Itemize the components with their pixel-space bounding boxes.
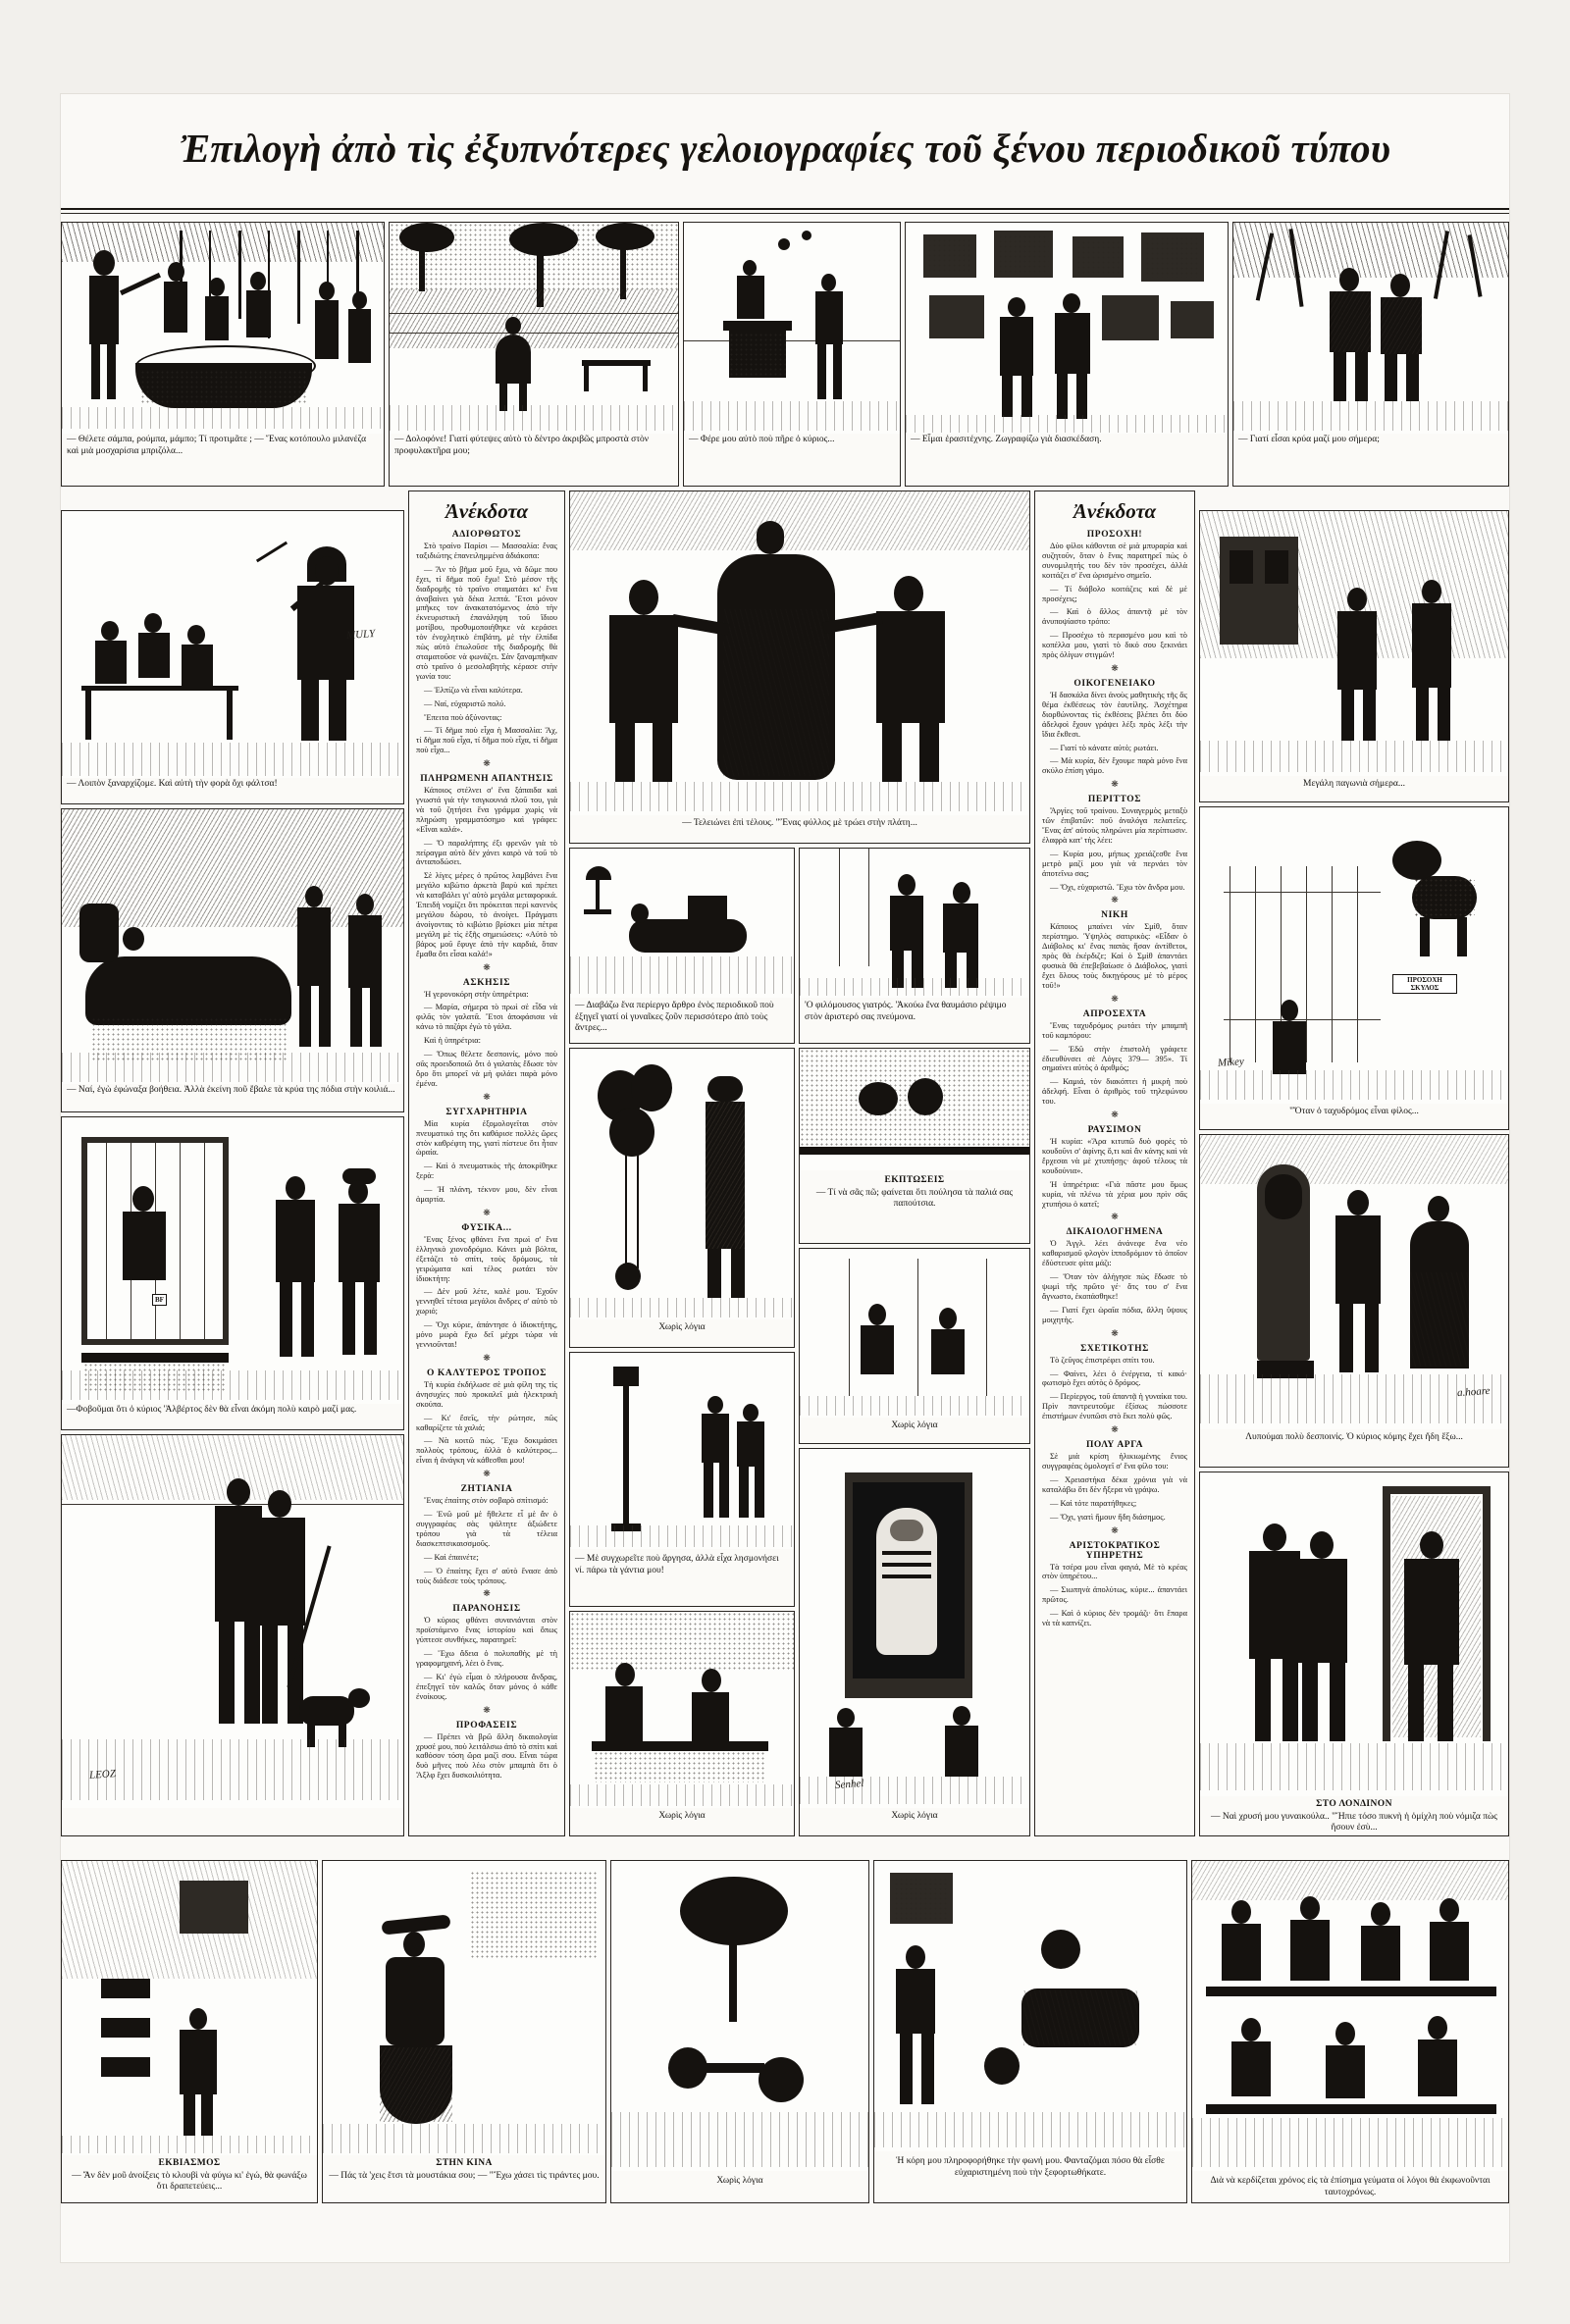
cartoon-title: ΣΤΟ ΛΟΝΔΙΝΟΝ	[1316, 1799, 1392, 1809]
cartoon-art	[1200, 1135, 1508, 1429]
anecdote-text: — Ναί, εὐχαριστῶ πολύ.	[424, 698, 506, 708]
anecdote-text: — Ὄχι κύριε, ἀπάντησε ὁ ἰδιοκτήτης, μόνο μωρὰ ἔχω δεῖ μέχρι τώρα νὰ γεννιοῦνται!	[416, 1320, 557, 1349]
cartoon-art	[62, 1117, 403, 1404]
anecdote-text: Ἄργίες τοῦ τραίνου. Συναγερμὸς μεταξὺ τῶν ἐπιβατῶν: ποῦ ἀναλόγα πελατεῖες. Ἕνας ἀπ' αὐτοὺς πληρώνει μία περίπτωσιν. ἐλαφρὰ κατ' τὴς λέει:	[1042, 806, 1187, 845]
cartoon-shop-discounts	[799, 1048, 1030, 1244]
anecdote-text: — Ὄχι, γιατὶ ἤμουν ἤδη διάσημος.	[1050, 1512, 1166, 1522]
anecdote-text: Κάποιος μπαίνει νὰν Σμίθ, ὅταν περίστημο. Ὑψηλὸς σατιρικὸς: «Εἶδαν ὁ Διάβολος κι' ἕνας παπὰς ἥσαν ἀντίθετοι, πρὸς θὰ ἐκέρδιζε; Καὶ ὁ Σμὶθ ἀπαντάει φυσικὰ θὰ ἐπεβεβαίωσε ὁ Διάβολος, γιατὶ ἔχει ὅλους τοὺς δικηγόρους μὲ τὸ μέρος τοῦ!»	[1042, 922, 1187, 990]
anecdote-text: — Καὶ τότε παρατήθηκες;	[1050, 1498, 1137, 1508]
cartoon-caption: Μεγάλη παγωνιὰ σήμερα...	[1303, 779, 1405, 789]
ornament-divider: ❋	[483, 961, 491, 972]
anecdote-title: ΝΙΚΗ	[1101, 910, 1128, 921]
anecdote-title: ΠΟΛΥ ΑΡΓΑ	[1085, 1440, 1144, 1451]
cartoon-ancient-greek-symposium	[1191, 1860, 1509, 2203]
anecdote-text: Τὸ ζεῦγος ἐπιστρέφει σπίτι του.	[1050, 1355, 1155, 1365]
cartoon-art	[800, 1449, 1029, 1808]
cartoon-caption	[323, 2155, 605, 2202]
cartoon-bird-cage-couple	[61, 1116, 404, 1430]
anecdote-text: — Μαρία, σήμερα τὸ πρωὶ σὲ εἶδα νὰ φιλᾶς τὸν γαλατᾶ. Ἔτσι ἀποφάσισα νὰ κάνω τὸ παζάρι ἐγὼ τὸ γάλα.	[416, 1003, 557, 1032]
cartoon-art	[906, 223, 1228, 434]
cartoon-art	[800, 849, 1029, 998]
anecdote-text: — Κι' ἔσεῖς, τὴν ρώτησε, πῶς καθαρίζετε τὰ χαλιά;	[416, 1413, 557, 1432]
anecdote-text: — Χρειαστήκα δέκα χρόνια γιὰ νὰ καταλάβω ὅτι δὲν ἤξερα νὰ γράψω.	[1042, 1474, 1187, 1494]
cartoon-caption	[1200, 1796, 1508, 1835]
cartoon-bedroom-doctor	[61, 808, 404, 1112]
anecdote-text: Ὁ Ἀγγλ. λέει ἀνάνεφε ἕνα νέο καθαρισμοῦ φλογὸν ἱπποδρόμιον τὸ ὁποῖον ἐδύστευσε φίτα μάζι:	[1042, 1239, 1187, 1268]
cartoon-cold-cavemen	[1232, 222, 1509, 487]
cartoon-tree-scooter	[610, 1860, 869, 2203]
anecdote-title: ΑΣΚΗΣΙΣ	[462, 977, 511, 988]
anecdote-title: ΑΔΙΟΡΘΩΤΟΣ	[451, 530, 522, 540]
signature: MULY	[345, 627, 376, 643]
cartoon-london-ladies	[1199, 1472, 1509, 1836]
anecdote-title: ΠΡΟΦΑΣΕΙΣ	[455, 1720, 518, 1730]
cartoon-art	[800, 1049, 1029, 1170]
cartoon-art	[62, 223, 384, 434]
cartoon-lamp-post-kids	[569, 1352, 795, 1607]
cartoon-restaurant-waiter	[683, 222, 901, 487]
ornament-divider: ❋	[483, 1704, 491, 1715]
anecdotes-heading: Ἀνέκδοτα	[445, 499, 529, 523]
cartoon-art	[611, 1861, 868, 2171]
anecdote-text: — Ὁ ἐπαίτης ἔχει σ' αὐτὸ ἔνασε ἀπὸ τοὺς διάδεσε τοὺς τρόπους.	[416, 1566, 557, 1585]
anecdote-text: — Τί διάβολο κοιτάζεις καὶ δὲ μὲ προσέχεις;	[1042, 584, 1187, 603]
cartoon-caption: — Γιατί εἶσαι κρύα μαζί μου σήμερα;	[1238, 435, 1380, 444]
ornament-divider: ❋	[1111, 1524, 1119, 1535]
cartoon-dog-fence-sign	[1199, 806, 1509, 1130]
anecdote-text: — Κι' ἐγὼ εἶμαι ὁ πλήρουσα ἄνδρας, ἐπεξηγεῖ τὸν καλῶς ὅταν μόνος ὁ κάθε ἐνοίκους.	[416, 1672, 557, 1701]
cage-label: BF	[152, 1294, 167, 1306]
cartoon-art	[570, 849, 794, 998]
cartoon-title: ΣΤΗΝ ΚΙΝΑ	[436, 2158, 493, 2168]
cartoon-caption: Λυπούμαι πολὺ δεσποινίς. Ὁ κύριος κόμης ἔχει ἤδη ἕξω...	[1245, 1432, 1463, 1442]
anecdote-title: ΔΙΚΑΙΟΛΟΓΗΜΕΝΑ	[1066, 1227, 1164, 1238]
anecdote-text: — Ὄχι, εὐχαριστῶ. Ἔχω τὸν ἄνδρα μου.	[1050, 882, 1185, 892]
cartoon-caption: Διὰ νὰ κερδίζεται χρόνος εἰς τὰ ἐπίσημα γεύματα οἱ λόγοι θὰ ἐκφωνοῦνται ταυτοχρόνως.	[1210, 2176, 1491, 2197]
anecdote-text: Ἕνας ταχυδρόμος ρωτάει τὴν μπαμπῆ τοῦ καμπόρου:	[1042, 1020, 1187, 1040]
anecdote-text: — Ὅπως θέλετε δεσποινίς, μόνο ποὺ σᾶς προειδοποιῶ ὅτι ὁ γαλατὰς ἔδωσε τὸν ὅρο ὅτι μπορεῖ νὰ μὴ φιλάει παρὰ μόνο ἐμένα.	[416, 1050, 557, 1088]
cartoon-art	[62, 809, 403, 1084]
anecdote-text: — Καὶ ὁ κύριος δὲν τρομάζι· ὅτι ἔπαρα νὰ τὰ καπνίζει.	[1042, 1609, 1187, 1628]
anecdote-text: Ἡ δασκάλα δίνει ἀνοὺς μαθητικὴς τῆς ἄς θέμα ἐκθέσεως τὸν ἑαυτίλης. Ἀσχέτηρα διορθώνοντας τὶς ἐκθέσεις βλέπει ὅτι δύο ἀδελφοὶ ἔχουν γράψει λέξι πρὸς λέξι τὴν ἴδια ἔκθεσι.	[1042, 690, 1187, 739]
anecdote-text: Στὸ τραίνο Παρίσι — Μασσαλία: ἕνας ταξιδιώτης ἐπανειλημμένα ἀδιάκοπα:	[416, 542, 557, 560]
anecdote-title: ΑΡΙΣΤΟΚΡΑΤΙΚΟΣ ΥΠΗΡΕΤΗΣ	[1069, 1540, 1161, 1561]
anecdote-text: — Γιατί ἔχει ὡραῖα πόδια, ἄλλη ὕψους μοιχητὴς.	[1042, 1305, 1187, 1324]
cartoon-art	[1233, 223, 1508, 434]
anecdote-text: — Περίεργος, τοῦ ἀπαντᾷ ἡ γυναίκα του. Πρὶν παντρευτοῦμε ἐξίσως πώσσοτε ἐπιστήμων ἐνυπῶσι στὸ ἔκει πολὺ φῶς.	[1042, 1392, 1187, 1421]
cartoon-three-figures	[799, 1248, 1030, 1444]
cartoon-title: ΕΚΒΙΑΣΜΟΣ	[158, 2158, 221, 2168]
cartoon-knight-armour	[1199, 1134, 1509, 1468]
ornament-divider: ❋	[1111, 1327, 1119, 1338]
cartoon-art-gallery	[905, 222, 1229, 487]
cartoon-caption: Χωρὶς λόγια	[716, 2176, 763, 2186]
cartoon-art	[684, 223, 900, 434]
ornament-divider: ❋	[1111, 779, 1119, 790]
anecdotes-left-column	[408, 491, 565, 1836]
ornament-divider: ❋	[483, 758, 491, 769]
cartoon-art	[570, 1049, 794, 1319]
anecdotes-right-column	[1034, 491, 1195, 1836]
cartoon-restaurant-table	[569, 1611, 795, 1836]
anecdote-text: — Νὰ κοιτῶ πὼς. Ἔχω δοκιμάσει πολλοὺς τρόπους, ἀλλὰ ὁ καλύτερος... εἶναι ἡ ἀνάγκη νὰ κάθεσθαι μου!	[416, 1436, 557, 1466]
cartoon-art	[62, 511, 403, 778]
cartoon-caption: Χωρὶς λόγια	[891, 1420, 938, 1430]
cartoon-art	[570, 491, 1029, 815]
anecdote-text: — Φαίνει, λέει ὁ ἐνέργεια, τί κακό· φωτισμὸ ἔχει αὐτὸς ὁ δρόμος.	[1042, 1369, 1187, 1388]
anecdote-title: ΠΕΡΙΤΤΟΣ	[1087, 795, 1142, 805]
anecdote-text: — Μὰ κυρία, δὲν ἔχουμε παρὰ μόνο ἕνα σκύλο ἐπίση γάμο.	[1042, 756, 1187, 776]
anecdote-text: — Δὲν μοῦ λέτε, καλὲ μου. Ἐχοῦν γεννηθεῖ τέτοια μεγάλοι ἄνδρες σ' αὐτὸ τὸ χωριό;	[416, 1287, 557, 1317]
cartoon-art	[323, 1861, 605, 2155]
ornament-divider: ❋	[483, 1207, 491, 1217]
cartoon-caption: —Φοβοῦμαι ὅτι ὁ κύριος 'Ἀλβέρτος δὲν θὰ εἶναι ἀκόμη πολὺ καιρὸ μαζί μας.	[67, 1405, 357, 1415]
anecdote-text: Ἡ γερονοκόρη στὴν ὑπηρέτρια:	[424, 989, 529, 999]
cartoon-caption: Ἡ κόρη μου πληροφορήθηκε τὴν φωνή μου. Φανταζόμαι πόσο θὰ εἶσθε εὐχαριστημένη ποὺ τὴν ξεφορτωθήκατε.	[896, 2156, 1165, 2178]
cartoon-doctor-office	[799, 848, 1030, 1044]
cartoon-caption: — Εἶμαι ἐρασιτέχνης. Ζωγραφίζω γιὰ διασκέδαση.	[911, 435, 1102, 444]
signature: LEOZ	[88, 1768, 117, 1782]
anecdote-text: Ἔπειτα ποὺ ἀξύνοντας:	[424, 712, 502, 722]
anecdote-text: Ἡ κυρία: «Ἄρα κιτυπῶ δυὸ φορὲς τὸ κουδοῦνι σ' ἀφίνης ὅ,τι καὶ ἂν κάνης καὶ νὰ ἔρχεσαι νὰ μὲ χτυπήσῃς· ἀφοῦ τέλους τὰ κουδούνια».	[1042, 1137, 1187, 1175]
anecdote-text: — Προσέχω τὸ περασμένο μου καὶ τὸ κοπέλλα μου, γιατὶ τὸ δικό σου ξεκινάει πρὸς ὀλίγων στιγμῶν!	[1042, 631, 1187, 660]
ornament-divider: ❋	[1111, 993, 1119, 1004]
ornament-divider: ❋	[1111, 1212, 1119, 1222]
cartoon-blackmail-prison	[61, 1860, 318, 2203]
page-title: Ἐπιλογὴ ἀπὸ τὶς ἐξυπνότερες γελοιογραφίες τοῦ ξένου περιοδικοῦ τύπου	[179, 126, 1391, 171]
cartoon-conductor-encore	[61, 510, 404, 804]
anecdote-text: — Ὅταν τὸν ἀλήγησε πὼς ἔδωσε τὸ ψωμὶ τῆς πρῶτο γέ· ἅτς του σ' ἕνα ἄγνωστο, ἐκοπάσθηκε!	[1042, 1272, 1187, 1301]
cartoon-art	[1192, 1861, 1508, 2171]
anecdote-text: Μία κυρία ἐξομολογεῖται στὸν πνευματικό της ὅτι καθάρισε πολλὲς ὥρες στὸν καθρέφτη της, γιατὶ πίστευε ὅτι ἦταν ὡραία.	[416, 1118, 557, 1158]
anecdote-text: — Καὶ ὁ ἄλλος ἀπαντᾷ μὲ τὸν ἀνυποψίαστο τρόπο:	[1042, 607, 1187, 627]
cartoon-orchestra-party	[61, 222, 385, 487]
ornament-divider: ❋	[1111, 895, 1119, 905]
anecdote-text: Τὴ κυρία ἐκδήλωσε σὲ μιὰ φίλη της τὶς ἀνησυχίες ποὺ προκαλεῖ μιὰ ἠλεκτρικὴ σκούπα.	[416, 1379, 557, 1409]
cartoon-caption: — Δολοφόνε! Γιατί φύτεψες αὐτὸ τὸ δέντρο ἀκριβῶς μπροστὰ στὸν προφυλακτῆρα μου;	[394, 435, 650, 456]
cartoon-caption: Χωρὶς λόγια	[891, 1811, 938, 1821]
cartoon-caption: — Τελειώνει ἐπὶ τέλους. "Ἕνας φύλλος μὲ τρώει στὴν πλάτη...	[682, 818, 917, 828]
cartoon-caption: "Ὅταν ὁ ταχυδρόμος εἶναι φίλος...	[1289, 1107, 1419, 1116]
cartoon-caption: — Διαβάζω ἕνα περίεργο ἄρθρο ἐνὸς περιοδικοῦ ποὺ ἐξηγεῖ γιατί οἱ γυναῖκες ζοῦν περισσότερο ἀπὸ τοὺς ἄντρες...	[575, 1001, 774, 1033]
anecdote-text: — Ἔχω ἄδεια ὁ πολυπαθὴς μὲ τὴ γραφομηχανή, λέει ὁ ἕνας.	[416, 1649, 557, 1669]
anecdote-text: Κάποιος στέλνει σ' ἕνα ξάπαιδα καὶ γνωστά γιὰ τὴν τσιγκουνιά πλοῦ του, γιὰ νὰ τοῦ ζητήσει ἕνα γράμμα χωρὶς νὰ πληρώση γραμματόσημο καὶ γράφει: «Εἶναι καλά».	[416, 786, 557, 834]
anecdote-text: Ἡ ὑπηρέτρια: «Γιὰ πᾶστε μου ὅμως κυρία, νὰ πλένω τὰ χέρια μου πρὶν σᾶς χτυπήσω ὁ κατεῖ;	[1042, 1179, 1187, 1209]
cartoon-caption: — Λοιπὸν ξαναρχίζομε. Καὶ αὐτὴ τὴν φορὰ ὄχι φάλτσα!	[67, 779, 278, 789]
anecdote-text: Καὶ ἡ ὑπηρέτρια:	[424, 1036, 481, 1046]
anecdote-text: — Ἄν τὸ βῆμα μοῦ ἔχω, νὰ δῶμε που ἔχει, τί δῆμα ποῦ ἔχω! Στὸ μέσον τῆς διαδρομῆς τὸ τραῖνο σταματάει κι' ἕνα ἀναβαίνει γιὰ δέκα λεπτά. Ἔτσι μόνον μπῆκες τον ἀνακατατόμενος ἀπὸ τὴν ἐκνευριστικὴ ἐπανάληψη τοῦ ἴδιου μοτίβου, προθυμοποιήθηκε νὰ κεράσει τὸν ἐνοχλητικὸ ἐπιβάτη, μὲ τὴν ἐλπίδα πὼς αὐτὸ ἐπωλοῦσε τῆς διαδρομῆς θὰ σταματοῦσε νὰ φωνάζει. Σὰν ξαναμπῆκαν στὸ τραῖνο ὁ μεσολαβητὴς κέρασε στὴν γωνία του:	[416, 564, 557, 681]
ornament-divider: ❋	[483, 1588, 491, 1599]
anecdote-text: — Καὶ ἐπαινέτε;	[424, 1552, 479, 1562]
anecdote-title: ΣΥΓΧΑΡΗΤΗΡΙΑ	[445, 1107, 528, 1117]
cartoon-art	[1200, 511, 1508, 776]
cartoon-caption: 'Ο φιλόμουσος γιατρός. 'Ἀκούω ἕνα θαυμάσιο ρέψιμο στὸν ἀριστερό σας πνεύμονα.	[805, 1001, 1007, 1022]
anecdote-title: ΟΙΚΟΓΕΝΕΙΑΚΟ	[1073, 678, 1156, 689]
cartoon-balloons-zebra	[569, 1048, 795, 1348]
cartoon-art	[570, 1612, 794, 1808]
cartoon-couple-dog-lead	[61, 1434, 404, 1836]
masthead	[61, 118, 1509, 206]
cartoon-caption: Χωρὶς λόγια	[658, 1322, 706, 1332]
anecdote-text: Ἕνας ἐπαίτης στὸν σοβαρὸ σπίτισμό:	[424, 1496, 549, 1506]
anecdote-text: — Πρέπει νὰ βρῶ ἄλλη δικαιολογία χρυσέ μου, ποὺ λειτάλσιω ἀπὸ τὸ σπίτι καὶ καθόσον τόση ὥρα μαζὶ σου. Εἶναι τώρα δυὸ μῆνες ποὺ λέω στὸν μπαμπὰ ὅτι ὁ Ἄξλφ ἔχει δυσκοιλιότητα.	[416, 1731, 557, 1781]
cartoon-caption-text: — Ναὶ χρυσή μου γυναικούλα.. "Ἤπιε τόσο πυκνὴ ἡ ὁμίχλη ποὺ νόμιζα πὼς ἤσουν ἐσὺ...	[1210, 1811, 1498, 1833]
cartoon-caption: Χωρὶς λόγια	[658, 1811, 706, 1821]
anecdote-text: — Καμιά, τὸν διακόπτει ἡ μικρὴ ποὺ ἀδελφή. Εἶναι ὁ ἀριθμὸς τοῦ τηλεφώνου του.	[1042, 1077, 1187, 1107]
ornament-divider: ❋	[483, 1091, 491, 1102]
cartoon-rainy-street	[1199, 510, 1509, 802]
anecdote-text: — Γιατί τὸ κάνατε αὐτὸ; ρωτάει.	[1050, 743, 1159, 752]
cartoon-title: ΕΚΠΤΩΣΕΙΣ	[884, 1175, 945, 1185]
anecdote-text: — Ἐνῶ μοῦ μὲ ἤθελετε εἶ μὲ ἄν ὁ συγγραφέας σὰς ψάλτητε ἀξιώδετε τρόπου γιὰ τὰ τέλεια διασκεπτσικαισσμοῦς.	[416, 1510, 557, 1548]
anecdote-text: Δύο φίλοι κάθονται σὲ μιὰ μπυραρία καὶ συζητοῦν, ὅταν ὁ ἕνας παρατηρεῖ πὼς ὁ συνομιλητής του δὲν τὸν προσέχει, ἀλλὰ κοιτάζει σ' ἕνα ὡρισμένο σημεῖο.	[1042, 542, 1187, 580]
warning-sign: ΠΡΟΣΟΧΗ ΣΚΥΛΟΣ	[1392, 974, 1457, 994]
cartoon-art	[1200, 1472, 1508, 1796]
cartoon-hospital-visit	[873, 1860, 1187, 2203]
anecdote-text: Ὁ κύριος φθάνει συνανιάνται στὸν προϊστάμενο ἔνας ἱστορίου καὶ ὅπως γύπτεσε συνθήκες, παρατηρεῖ:	[416, 1616, 557, 1645]
cartoon-caption-text: — Τί νὰ σᾶς πῶ; φαίνεται ὅτι πούλησα τὰ παλιά σας παπούτσια.	[815, 1187, 1014, 1209]
ornament-divider: ❋	[483, 1469, 491, 1479]
anecdote-title: ΖΗΤΙΑΝΙΑ	[460, 1484, 513, 1495]
cartoon-art	[570, 1353, 794, 1549]
cartoon-caption: — Ναί, ἐγὼ ἐφώναξα βοήθεια. Ἀλλὰ ἐκείνη ποῦ ἔβαλε τὰ κρύα της πόδια στὴν κοιλιά...	[67, 1085, 395, 1095]
anecdote-text: — Καὶ ὁ πνευματικὸς τῆς ἀποκρίθηκε ξερὰ:	[416, 1162, 557, 1181]
anecdote-text: Σὲ μιὰ κρίση ἡλικιωμένης ἔνιος συγγραφέας ὁμολογεῖ σ' ἕνα φίλο του:	[1042, 1452, 1187, 1471]
cartoon-art	[62, 1435, 403, 1808]
masthead-rule-thin	[61, 213, 1509, 214]
cartoon-park-bench	[389, 222, 679, 487]
anecdote-text: — Ὅ παραλήπτης ἐξι φρενῶν γιὰ τὸ πείραγμα αὐτὸ δὲν χάνει καιρὸ νὰ τοῦ τὸ ἀνταποδώσει.	[416, 838, 557, 867]
anecdote-title: ΑΠΡΟΣΕΧΤΑ	[1082, 1008, 1147, 1019]
anecdote-text: — Κυρία μου, μήπως χρειάζεσθε ἕνα μετρὸ μαζί μου γιὰ νὰ περνάει τὸν ἀποτεῖνω σας;	[1042, 849, 1187, 878]
cartoon-art	[390, 223, 678, 434]
masthead-rule	[61, 208, 1509, 210]
cartoon-caption	[800, 1172, 1029, 1243]
anecdote-text: — Ἡ πλάνη, τέκνον μου, δὲν εἶναι ἁμαρτία.	[416, 1185, 557, 1205]
cartoon-caption-text: — Πάς τὰ 'χεις ἔτσι τὰ μουστάκια σου; — "Ἔχω χάσει τὶς τιράντες μου.	[329, 2170, 600, 2181]
anecdote-text: — Ἐδῶ στὴν ἐπιστολὴ γράφετε ἐδιευθύνσει σὲ Λόγες 379— 395». Τί σημαίνει αὐτὸς ὁ ἀριθμός;	[1042, 1044, 1187, 1073]
cartoon-reading-couple	[569, 848, 795, 1044]
cartoon-caption	[62, 1810, 403, 1835]
anecdote-text: — Σιωπηνὰ ἀπολύτως, κύριε... ἀπαντάει πρῶτος.	[1042, 1585, 1187, 1605]
anecdote-title: ΠΡΟΣΟΧΗ!	[1086, 530, 1143, 540]
cartoon-art	[1200, 807, 1508, 1104]
signature: Mikey	[1217, 1056, 1245, 1069]
cartoon-caption: — Φέρε μου αὐτὸ ποὺ πῆρε ὁ κύριος...	[689, 435, 835, 444]
anecdote-text: Σὲ λίγες μέρες ὁ πρῶτος λαμβάνει ἕνα μεγάλο κιβώτιο ἀρκετὰ βαρὺ καὶ πρέπει νὰ καταβάλει γι' αὐτὸ μεγάλα μεταφορικά. Ἐπειδὴ νομίζει ὅτι πρόκειται περὶ κανενὸς μεγάλου δώρου, τὸ ἀνοίγει. Πράγματι ἀνοίγοντας τὸ κιβώτιο βρίσκει μία πέτρα μεγάλη μὲ τὶς ἑξῆς σημειώσεις: «Αὐτὸ τὸ βάρος μοῦ ἔφυγε ἀπὸ τὴν καρδιά, ὅταν ἔμαθα ὅτι εἶσαι καλά!»	[416, 871, 557, 958]
anecdote-text: — Τί δῆμα ποὺ εἶχα ἡ Μασσαλία: Ἄχ, τί δῆμα ποῦ εἶχα, τί δῆμα ποὺ εἶχα, τί δῆμα ποὺ εἶχα...	[416, 726, 558, 755]
ornament-divider: ❋	[1111, 1110, 1119, 1120]
anecdote-title: ΡΑΥΣΙΜΟΝ	[1087, 1125, 1142, 1136]
cartoon-big-dress-tailors	[569, 491, 1030, 844]
cartoon-caption: — Μὲ συγχωρεῖτε ποὺ ἄργησα, ἀλλὰ εἶχα λησμονήσει νί. πάρω τὰ γάντια μου!	[575, 1554, 779, 1575]
cartoon-art	[874, 1861, 1186, 2151]
cartoon-art	[62, 1861, 317, 2155]
anecdotes-heading: Ἀνέκδοτα	[1073, 499, 1157, 523]
signature: Senhel	[834, 1777, 864, 1792]
cartoon-caption-text: — Ἄν δὲν μοῦ ἀνοίξεις τὸ κλουβὶ νὰ φύγω κι' ἐγώ, θὰ φωνάξω ὅτι δραπετεύεις...	[72, 2170, 307, 2192]
ornament-divider: ❋	[483, 1352, 491, 1363]
signature: a.hoare	[1456, 1384, 1491, 1400]
anecdote-title: ΣΧΕΤΙΚΟΤΗΣ	[1080, 1343, 1149, 1354]
anecdote-text: Τὰ τσέρα μου εἶναι φαγιά, Μὲ τὸ κρέας στὸν ὑπηρέτου...	[1042, 1562, 1187, 1581]
cartoon-caption: — Θέλετε σάμπα, ρούμπα, μάμπο; Τί προτιμᾶτε ; — Ἕνας κοτόπουλο μιλανέζα καὶ μιὰ μοσχαρίσια μπριζόλα...	[67, 435, 367, 456]
ornament-divider: ❋	[1111, 662, 1119, 673]
anecdote-text: — Ἐλπίζω νὰ εἶναι καλύτερα.	[424, 685, 523, 695]
cartoon-china-rice	[322, 1860, 606, 2203]
anecdote-title: ΦΥΣΙΚΑ...	[461, 1222, 512, 1233]
cartoon-caption	[62, 2155, 317, 2202]
cartoon-art	[800, 1249, 1029, 1418]
anecdote-title: Ο ΚΑΛΥΤΕΡΟΣ ΤΡΟΠΟΣ	[426, 1368, 548, 1378]
anecdote-title: ΠΑΡΑΝΟΗΣΙΣ	[452, 1604, 521, 1615]
anecdote-text: Ἕνας ξένος φθάνει ἕνα πρωὶ σ' ἕνα ἑλληνικὸ χιονοδρόμιο. Κάνει μιὰ βόλτα, ἐξετάζει τὸ σπίτι, τοὺς δρόμους, τὰ γειρώματα καὶ τέλος ρωτάει τὸν ἰδιοκτήτη:	[416, 1234, 557, 1283]
ornament-divider: ❋	[1111, 1424, 1119, 1435]
cartoon-xray-machine	[799, 1448, 1030, 1836]
anecdote-title: ΠΛΗΡΩΜΕΝΗ ΑΠΑΝΤΗΣΙΣ	[420, 774, 553, 785]
